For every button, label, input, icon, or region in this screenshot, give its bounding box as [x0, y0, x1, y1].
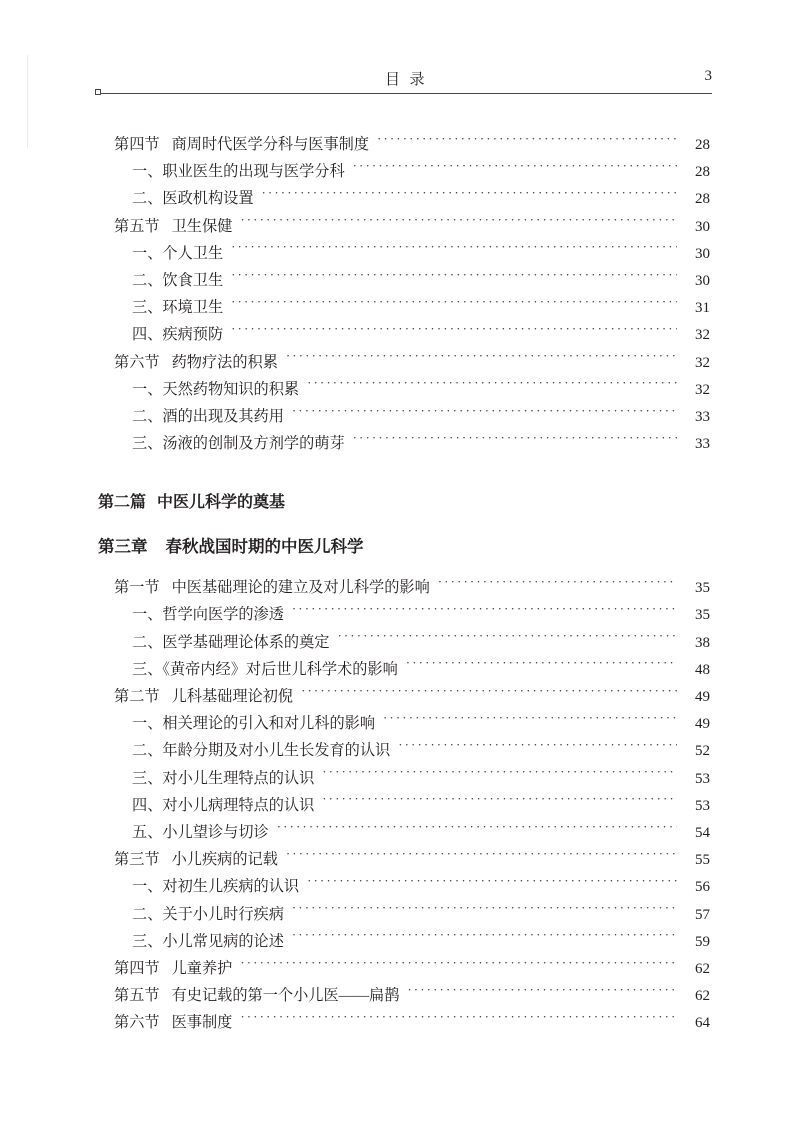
toc-entry-page-number: 28: [695, 137, 710, 153]
toc-entry-marker: 第五节: [114, 987, 160, 1005]
toc-entry-page-number: 32: [695, 354, 710, 371]
toc-dot-leader: [322, 767, 677, 782]
toc-entry-label: [114, 351, 278, 372]
toc-entry-section[interactable]: [0, 984, 800, 1011]
toc-entry-title: 一、职业医生的出现与医学分科: [132, 163, 345, 181]
toc-entry-page-number: 33: [695, 408, 710, 425]
toc-entry-marker: 第四节: [114, 959, 160, 977]
toc-dot-leader: [438, 577, 677, 592]
toc-entry-title: 一、天然药物知识的积累: [132, 380, 300, 398]
toc-entry-label: [114, 984, 399, 1005]
toc-dot-leader: [277, 822, 677, 837]
toc-dot-leader: [406, 659, 677, 674]
toc-entry-label: [114, 1011, 232, 1032]
toc-entry-title: 二、医政机构设置: [132, 190, 254, 208]
toc-entry-subsection[interactable]: [0, 160, 800, 187]
vertical-spacer: [0, 516, 800, 533]
toc-entry-marker: 第三节: [114, 851, 160, 869]
toc-entry-title: 商周时代医学分科与医事制度: [171, 136, 369, 153]
toc-entry-label: [132, 160, 345, 181]
toc-entry-page-number: 53: [695, 770, 710, 787]
vertical-spacer: [0, 560, 800, 576]
toc-part-heading[interactable]: [0, 489, 800, 516]
toc-entry-page-number: 57: [695, 906, 710, 923]
toc-entry-subsection[interactable]: [0, 903, 800, 930]
toc-entry-title: 儿童养护: [171, 959, 233, 977]
toc-entry-label: [132, 269, 223, 290]
toc-dot-leader: [307, 379, 677, 394]
toc-entry-subsection[interactable]: [0, 875, 800, 902]
toc-entry-page-number: 49: [695, 716, 710, 733]
toc-entry-page-number: 48: [695, 661, 710, 678]
toc-entry-title: 医事制度: [171, 1014, 233, 1032]
toc-entry-subsection[interactable]: [0, 739, 800, 766]
toc-dot-leader: [286, 849, 677, 864]
toc-entry-label: [132, 658, 398, 679]
toc-entry-marker: 第六节: [114, 1014, 160, 1032]
toc-entry-page-number: 30: [695, 245, 710, 262]
toc-entry-section[interactable]: [0, 685, 800, 712]
toc-entry-subsection[interactable]: [0, 712, 800, 739]
toc-entry-subsection[interactable]: [0, 269, 800, 296]
toc-entry-title: 一、对初生儿疾病的认识: [132, 878, 300, 896]
toc-entry-page-number: 53: [695, 797, 710, 814]
toc-entry-subsection[interactable]: [0, 631, 800, 658]
toc-entry-section[interactable]: [0, 215, 800, 242]
toc-part-title: 中医儿科学的奠基: [157, 494, 286, 512]
toc-dot-leader: [240, 215, 677, 230]
toc-entry-title: 二、医学基础理论体系的奠定: [132, 633, 330, 651]
toc-entry-title: 一、相关理论的引入和对儿科的影响: [132, 715, 375, 733]
toc-entry-page-number: 32: [695, 381, 710, 398]
toc-entry-title: 二、酒的出现及其药用: [132, 407, 284, 425]
toc-chapter-title: 春秋战国时期的中医儿科学: [165, 537, 364, 557]
toc-dot-leader: [398, 740, 677, 755]
toc-dot-leader: [301, 686, 677, 701]
toc-entry-label: [114, 685, 293, 706]
toc-chapter-heading[interactable]: [0, 533, 800, 560]
toc-entry-subsection[interactable]: [0, 658, 800, 685]
toc-entry-marker: 第六节: [114, 353, 160, 371]
toc-entry-title: 一、哲学向医学的渗透: [132, 606, 284, 624]
toc-entry-label: [132, 323, 223, 344]
toc-entry-label: [132, 739, 390, 760]
toc-entry-title: 四、对小儿病理特点的认识: [132, 796, 315, 814]
toc-entry-label: [132, 712, 375, 733]
toc-entry-page-number: 49: [695, 689, 710, 705]
toc-entry-label: [114, 215, 232, 236]
toc-entry-page-number: 32: [695, 327, 710, 344]
toc-entry-page-number: 56: [695, 879, 710, 896]
toc-entry-page-number: 38: [695, 634, 710, 651]
toc-entry-title: 二、关于小儿时行疾病: [132, 905, 284, 923]
toc-entry-title: 三、《黄帝内经》对后世儿科学术的影响: [132, 660, 398, 678]
toc-entry-section[interactable]: [0, 576, 800, 603]
toc-entry-title: 四、疾病预防: [132, 326, 224, 344]
toc-dot-leader: [353, 161, 677, 176]
toc-entry-page-number: 28: [695, 164, 710, 181]
toc-entry-title: 药物疗法的积累: [171, 353, 278, 371]
toc-dot-leader: [262, 188, 678, 203]
toc-entry-subsection[interactable]: [0, 242, 800, 269]
toc-entry-subsection[interactable]: [0, 603, 800, 630]
toc-entry-title: 三、汤液的创制及方剂学的萌芽: [132, 435, 345, 453]
toc-entry-page-number: 55: [695, 852, 710, 869]
toc-dot-leader: [292, 903, 677, 918]
toc-dot-leader: [286, 351, 677, 366]
toc-dot-leader: [231, 297, 677, 312]
toc-entry-page-number: 59: [695, 933, 710, 950]
toc-entry-title: 三、小儿常见病的论述: [132, 932, 284, 950]
toc-dot-leader: [292, 931, 677, 946]
toc-entry-label: [132, 296, 223, 317]
toc-entry-label: [132, 794, 314, 815]
toc-entry-title: 卫生保健: [171, 217, 233, 235]
toc-entry-page-number: 62: [695, 960, 710, 977]
toc-dot-leader: [337, 631, 677, 646]
toc-entry-subsection[interactable]: [0, 405, 800, 432]
toc-entry-label: [132, 631, 329, 652]
toc-dot-leader: [231, 324, 677, 339]
toc-entry-section[interactable]: [0, 848, 800, 875]
header-title-char-2: 录: [409, 72, 426, 88]
toc-entry-label: [132, 930, 284, 951]
toc-dot-leader: [292, 604, 677, 619]
toc-entry-label: [132, 903, 284, 924]
toc-dot-leader: [240, 1012, 677, 1027]
toc-list: [0, 133, 800, 1038]
toc-entry-section[interactable]: [0, 1011, 800, 1038]
toc-entry-subsection[interactable]: [0, 296, 800, 323]
header-title-char-1: 目: [384, 72, 401, 88]
toc-entry-page-number: 62: [695, 988, 710, 1005]
toc-entry-page-number: 52: [695, 743, 710, 760]
toc-entry-title: 有史记载的第一个小儿医——扁鹊: [171, 987, 400, 1005]
toc-dot-leader: [307, 876, 677, 891]
toc-dot-leader: [231, 270, 677, 285]
toc-entry-title: 五、小儿望诊与切诊: [132, 823, 269, 841]
toc-entry-subsection[interactable]: [0, 930, 800, 957]
toc-entry-page-number: 28: [695, 191, 710, 208]
toc-entry-title: 一、个人卫生: [132, 244, 224, 262]
toc-entry-subsection[interactable]: [0, 187, 800, 214]
toc-entry-label: [132, 875, 299, 896]
header-rule: [98, 93, 712, 94]
toc-dot-leader: [407, 985, 677, 1000]
vertical-spacer: [0, 459, 800, 489]
toc-entry-label: [132, 405, 284, 426]
toc-entry-marker: 第二节: [114, 688, 160, 705]
toc-dot-leader: [322, 795, 677, 810]
toc-entry-page-number: 30: [695, 218, 710, 235]
toc-entry-subsection[interactable]: [0, 767, 800, 794]
toc-entry-page-number: 64: [695, 1015, 710, 1032]
toc-entry-label: [132, 432, 345, 453]
toc-dot-leader: [353, 433, 677, 448]
toc-entry-label: [132, 378, 299, 399]
toc-entry-title: 小儿疾病的记载: [171, 851, 278, 869]
toc-entry-page-number: 30: [695, 272, 710, 289]
toc-entry-page-number: 35: [695, 580, 710, 597]
toc-entry-subsection[interactable]: [0, 794, 800, 821]
toc-entry-title: 三、环境卫生: [132, 299, 224, 317]
toc-dot-leader: [231, 243, 677, 258]
toc-entry-subsection[interactable]: [0, 821, 800, 848]
toc-entry-subsection[interactable]: [0, 323, 800, 350]
toc-entry-label: [114, 133, 369, 154]
toc-dot-leader: [377, 134, 677, 149]
toc-entry-label: [114, 576, 430, 597]
toc-entry-subsection[interactable]: [0, 378, 800, 405]
toc-entry-subsection[interactable]: [0, 432, 800, 459]
toc-dot-leader: [240, 958, 677, 973]
toc-entry-section[interactable]: [0, 957, 800, 984]
toc-entry-title: 二、年龄分期及对小儿生长发育的认识: [132, 742, 391, 760]
page-folio-number: 3: [704, 68, 712, 84]
toc-entry-marker: 第一节: [114, 579, 160, 597]
toc-entry-title: 二、饮食卫生: [132, 271, 224, 289]
toc-entry-label: [132, 187, 254, 208]
header-title: [98, 68, 712, 89]
toc-entry-marker: 第五节: [114, 217, 160, 235]
toc-entry-title: 三、对小儿生理特点的认识: [132, 769, 315, 787]
toc-entry-section[interactable]: [0, 351, 800, 378]
toc-entry-label: [132, 821, 269, 842]
toc-entry-title: 中医基础理论的建立及对儿科学的影响: [171, 579, 430, 597]
toc-entry-page-number: 54: [695, 824, 710, 841]
toc-chapter-marker: 第三章: [98, 537, 148, 557]
toc-entry-title: 儿科基础理论初倪: [171, 688, 294, 705]
toc-entry-label: [132, 767, 314, 788]
toc-dot-leader: [383, 713, 677, 728]
toc-entry-label: [114, 848, 278, 869]
toc-entry-page-number: 31: [695, 300, 710, 317]
toc-entry-label: [114, 957, 232, 978]
header-rule-end-cap-icon: [95, 89, 101, 95]
toc-entry-section[interactable]: [0, 133, 800, 160]
toc-dot-leader: [292, 406, 677, 421]
toc-entry-page-number: 35: [695, 607, 710, 624]
toc-part-marker: 第二篇: [98, 494, 147, 512]
toc-entry-marker: 第四节: [114, 136, 160, 153]
running-header: [98, 68, 712, 102]
toc-entry-label: [132, 242, 223, 263]
toc-entry-page-number: 33: [695, 436, 710, 453]
toc-entry-label: [132, 603, 284, 624]
